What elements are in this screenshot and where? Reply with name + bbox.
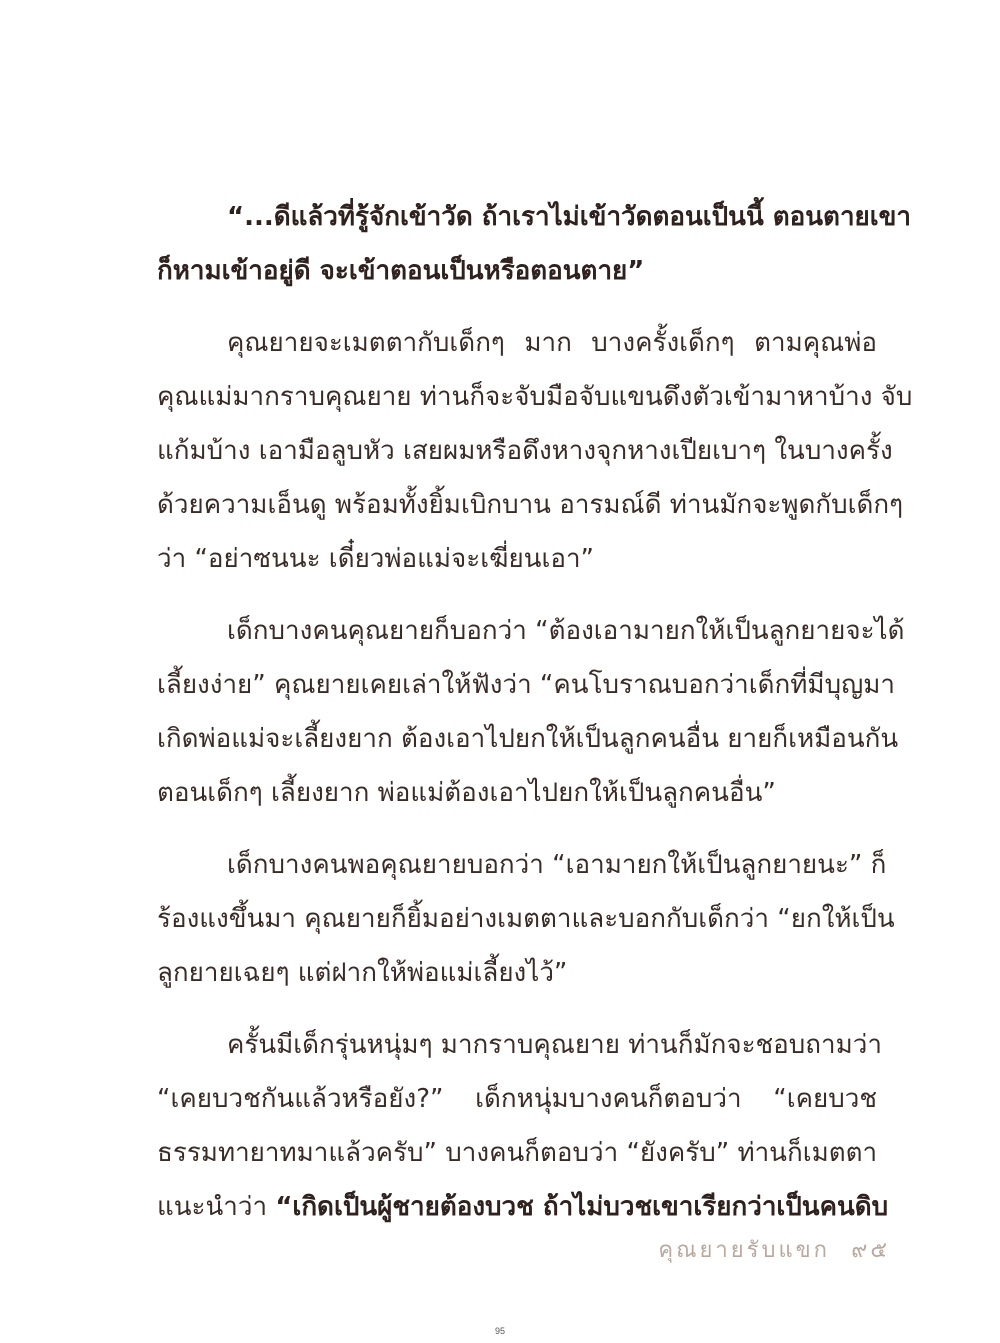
text-line: เกิดพ่อแม่จะเลี้ยงยาก ต้องเอาไปยกให้เป็นลูกคนอื่น ยายก็เหมือนกัน xyxy=(157,724,899,754)
text-line: ก็หามเข้าอยู่ดี จะเข้าตอนเป็นหรือตอนตาย” xyxy=(157,256,645,286)
text-line: คุณแม่มากราบคุณยาย ท่านก็จะจับมือจับแขนดึงตัวเข้ามาหาบ้าง จับ xyxy=(157,382,913,412)
text-line: ลูกยายเฉยๆ แต่ฝากให้พ่อแม่เลี้ยงไว้” xyxy=(157,958,568,988)
print-page-number: 95 xyxy=(494,1326,505,1336)
paragraph xyxy=(157,1018,889,1234)
paragraph xyxy=(157,604,905,820)
running-footer-title: คุณยายรับแขก xyxy=(658,1238,830,1263)
text-line: “...ดีแล้วที่รู้จักเข้าวัด ถ้าเราไม่เข้าวัดตอนเป็นนี้ ตอนตายเขา xyxy=(227,202,912,232)
text-line: คุณยายจะเมตตากับเด็กๆ มาก บางครั้งเด็กๆ ตามคุณพ่อ xyxy=(227,328,877,358)
text-line: ธรรมทายาทมาแล้วครับ” บางคนก็ตอบว่า “ยังครับ” ท่านก็เมตตา xyxy=(157,1138,878,1168)
text-line: เลี้ยงง่าย” คุณยายเคยเล่าให้ฟังว่า “คนโบราณบอกว่าเด็กที่มีบุญมา xyxy=(157,670,895,700)
text-line-mixed xyxy=(157,1180,889,1234)
text-line: ตอนเด็กๆ เลี้ยงยาก พ่อแม่ต้องเอาไปยกให้เป็นลูกคนอื่น” xyxy=(157,778,776,808)
text-line: ว่า “อย่าซนนะ เดี๋ยวพ่อแม่จะเฆี่ยนเอา” xyxy=(157,544,595,574)
text-line: แก้มบ้าง เอามือลูบหัว เสยผมหรือดึงหางจุกหางเปียเบาๆ ในบางครั้ง xyxy=(157,436,893,466)
page-number-thai: ๙๕ xyxy=(851,1238,890,1263)
bold-quote-fragment: “เกิดเป็นผู้ชายต้องบวช ถ้าไม่บวชเขาเรียกว่าเป็นคนดิบ xyxy=(275,1192,889,1222)
text-line: ร้องแงขึ้นมา คุณยายก็ยิ้มอย่างเมตตาและบอกกับเด็กว่า “ยกให้เป็น xyxy=(157,904,895,934)
text-line: “เคยบวชกันแล้วหรือยัง?” เด็กหนุ่มบางคนก็ตอบว่า “เคยบวช xyxy=(157,1084,877,1114)
text-fragment: แนะนำว่า xyxy=(157,1192,276,1222)
text-line: เด็กบางคนพอคุณยายบอกว่า “เอามายกให้เป็นลูกยายนะ” ก็ xyxy=(227,850,887,880)
text-line: เด็กบางคนคุณยายก็บอกว่า “ต้องเอามายกให้เป็นลูกยายจะได้ xyxy=(227,616,905,646)
quote-paragraph xyxy=(157,190,912,298)
paragraph xyxy=(157,838,895,1000)
text-line: ด้วยความเอ็นดู พร้อมทั้งยิ้มเบิกบาน อารมณ์ดี ท่านมักจะพูดกับเด็กๆ xyxy=(157,490,904,520)
paragraph xyxy=(157,316,913,586)
text-line: ครั้นมีเด็กรุ่นหนุ่มๆ มากราบคุณยาย ท่านก็มักจะชอบถามว่า xyxy=(227,1030,882,1060)
